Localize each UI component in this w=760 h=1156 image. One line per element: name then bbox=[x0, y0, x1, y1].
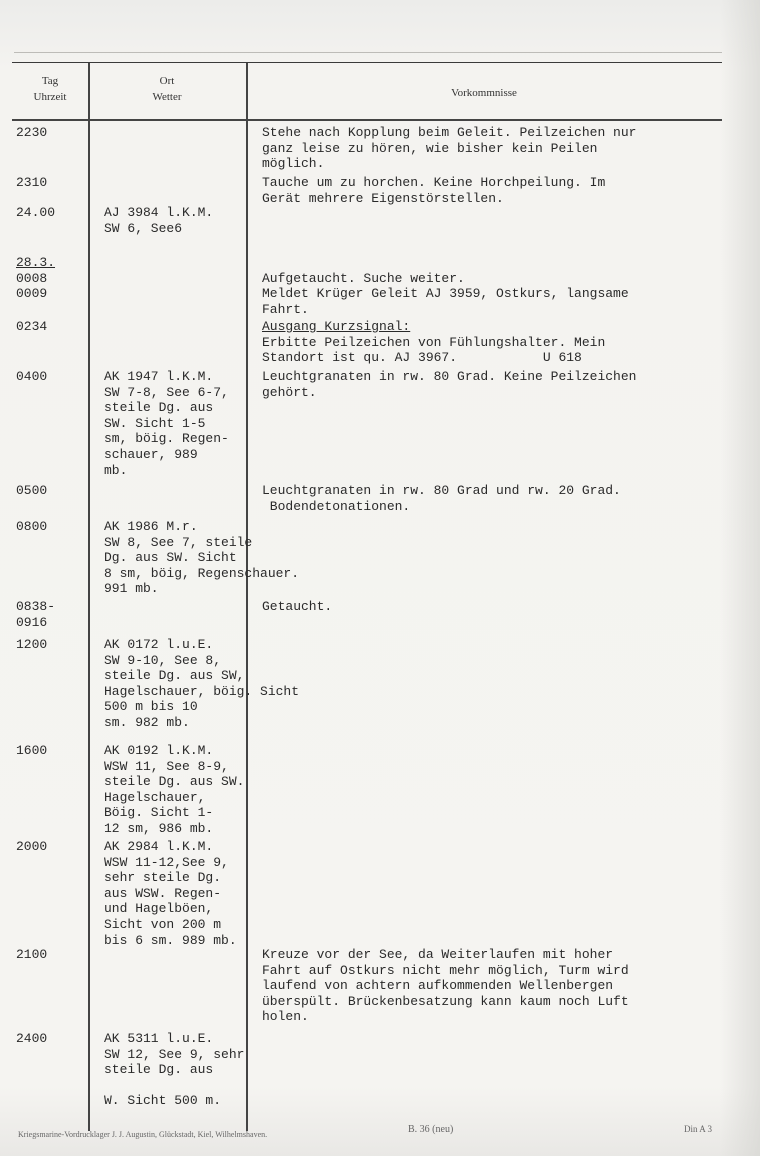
entry-event-text: Fahrt auf Ostkurs nicht mehr möglich, Turm wird bbox=[262, 962, 629, 978]
entry-position-weather: SW 9-10, See 8, bbox=[104, 652, 222, 668]
entry-position-weather: 8 sm, böig, Regenschauer. bbox=[104, 565, 300, 581]
entry-event-text: Stehe nach Kopplung beim Geleit. Peilzeichen nur bbox=[262, 125, 637, 140]
entry-event-text: gehört. bbox=[262, 384, 317, 400]
footer-paper-size: Din A 3 bbox=[684, 1124, 713, 1134]
entry-event-text: laufend von achtern aufkommenden Wellenbergen bbox=[262, 978, 614, 994]
header-place-line-2: Wetter bbox=[152, 91, 182, 103]
entry-time: 0234 bbox=[16, 319, 48, 334]
entry-position-weather: W. Sicht 500 m. bbox=[104, 1093, 222, 1109]
entry-time: 2230 bbox=[16, 125, 48, 140]
entry-event-text: Standort ist qu. AJ 3967. U 618 bbox=[262, 350, 582, 366]
entry-time: 24.00 bbox=[16, 205, 56, 220]
log-table bbox=[12, 62, 722, 1131]
entry-position-weather: WSW 11, See 8-9, bbox=[104, 758, 229, 774]
entry-position-weather: SW 6, See6 bbox=[104, 220, 183, 236]
entry-event-text: Tauche um zu horchen. Keine Horchpeilung. Im bbox=[262, 175, 606, 190]
entry-position-weather: steile Dg. aus SW. bbox=[104, 774, 245, 790]
entry-event-text: Kreuze vor der See, da Weiterlaufen mit hoher bbox=[262, 947, 614, 962]
header-place bbox=[88, 73, 246, 105]
entry-event-text: Bodendetonationen. bbox=[262, 498, 411, 514]
column-divider-time bbox=[88, 63, 90, 1131]
entry-time: 1200 bbox=[16, 637, 48, 652]
header-time bbox=[12, 73, 88, 105]
entry-event-text: Gerät mehrere Eigenstörstellen. bbox=[262, 190, 504, 206]
entry-position-weather: AK 1947 l.K.M. bbox=[104, 369, 214, 384]
entry-time: 0008 bbox=[16, 270, 48, 286]
entry-time: 2310 bbox=[16, 175, 48, 190]
entry-position-weather: AK 2984 l.K.M. bbox=[104, 839, 214, 854]
entry-position-weather: Hagelschauer, böig. Sicht bbox=[104, 683, 300, 699]
entry-position-weather: 991 mb. bbox=[104, 581, 159, 597]
entry-event-text: Ausgang Kurzsignal: bbox=[262, 319, 411, 334]
entry-position-weather: schauer, 989 bbox=[104, 447, 198, 462]
entry-event-text: holen. bbox=[262, 1009, 309, 1025]
entry-time: 0838- bbox=[16, 599, 56, 614]
entry-time: 2000 bbox=[16, 839, 48, 854]
footer-form-number: B. 36 (neu) bbox=[408, 1124, 454, 1135]
paper-fold-line bbox=[14, 52, 722, 53]
entry-position-weather: und Hagelböen, bbox=[104, 901, 214, 917]
entry-position-weather: mb. bbox=[104, 462, 128, 478]
entry-time: 0916 bbox=[16, 614, 48, 630]
entry-position-weather: Böig. Sicht 1- bbox=[104, 805, 214, 821]
entry-position-weather: sm, böig. Regen- bbox=[104, 431, 229, 447]
entry-time: 0800 bbox=[16, 519, 48, 534]
entry-event-text: Meldet Krüger Geleit AJ 3959, Ostkurs, langsame bbox=[262, 286, 629, 302]
entry-position-weather: aus WSW. Regen- bbox=[104, 885, 222, 901]
entry-position-weather: AK 0192 l.K.M. bbox=[104, 743, 214, 758]
entry-position-weather: AJ 3984 l.K.M. bbox=[104, 205, 214, 220]
header-time-line-1: Tag bbox=[41, 75, 59, 87]
entry-event-text: Erbitte Peilzeichen von Fühlungshalter. Mein bbox=[262, 334, 606, 350]
entry-time: 0500 bbox=[16, 483, 48, 498]
page-edge-shadow bbox=[720, 0, 760, 1156]
entry-time: 1600 bbox=[16, 743, 48, 758]
entry-position-weather: steile Dg. aus SW, bbox=[104, 668, 245, 684]
header-time-line-2: Uhrzeit bbox=[33, 91, 67, 103]
entry-position-weather: sm. 982 mb. bbox=[104, 715, 190, 730]
entry-position-weather: SW 8, See 7, steile bbox=[104, 534, 253, 550]
entry-position-weather: 12 sm, 986 mb. bbox=[104, 821, 214, 836]
entry-position-weather: WSW 11-12,See 9, bbox=[104, 854, 229, 870]
entry-event-text: ganz leise zu hören, wie bisher kein Peilen bbox=[262, 140, 598, 156]
entry-position-weather: steile Dg. aus bbox=[104, 1062, 214, 1078]
entry-position-weather: Hagelschauer, bbox=[104, 789, 206, 805]
entry-time: 0009 bbox=[16, 286, 48, 302]
column-divider-place bbox=[246, 63, 248, 1131]
entry-time: 28.3. bbox=[16, 255, 56, 270]
entry-position-weather: Sicht von 200 m bbox=[104, 917, 222, 932]
entry-event-text: Leuchtgranaten in rw. 80 Grad und rw. 20 Grad. bbox=[262, 483, 621, 498]
footer-printer: Kriegsmarine-Vordrucklager J. J. Augustin, Glückstadt, Kiel, Wilhelmshaven. bbox=[18, 1130, 268, 1139]
entry-position-weather: SW. Sicht 1-5 bbox=[104, 415, 206, 431]
entry-position-weather: SW 7-8, See 6-7, bbox=[104, 384, 229, 400]
entry-position-weather: SW 12, See 9, sehr bbox=[104, 1046, 245, 1062]
entry-position-weather: steile Dg. aus bbox=[104, 400, 214, 416]
entry-time: 2100 bbox=[16, 947, 48, 962]
entry-event-text: Aufgetaucht. Suche weiter. bbox=[262, 270, 465, 286]
header-divider bbox=[12, 119, 722, 121]
entry-event-text: Leuchtgranaten in rw. 80 Grad. Keine Peilzeichen bbox=[262, 369, 637, 384]
entry-event-text: Getaucht. bbox=[262, 599, 333, 614]
entry-position-weather: AK 0172 l.u.E. bbox=[104, 637, 214, 652]
entry-position-weather: AK 1986 M.r. bbox=[104, 519, 198, 534]
entry-position-weather: bis 6 sm. 989 mb. bbox=[104, 932, 237, 948]
header-events: Vorkommnisse bbox=[451, 87, 517, 99]
entry-position-weather: Dg. aus SW. Sicht bbox=[104, 550, 237, 566]
entry-event-text: Fahrt. bbox=[262, 301, 309, 317]
entry-event-text: möglich. bbox=[262, 156, 325, 172]
header-place-line-1: Ort bbox=[159, 75, 175, 87]
entry-event-text: überspült. Brückenbesatzung kann kaum noch Luft bbox=[262, 993, 629, 1009]
entry-time: 2400 bbox=[16, 1031, 48, 1046]
entry-time: 0400 bbox=[16, 369, 48, 384]
entry-position-weather: sehr steile Dg. bbox=[104, 870, 222, 886]
entry-position-weather: 500 m bis 10 bbox=[104, 699, 198, 715]
entry-position-weather: AK 5311 l.u.E. bbox=[104, 1031, 214, 1046]
